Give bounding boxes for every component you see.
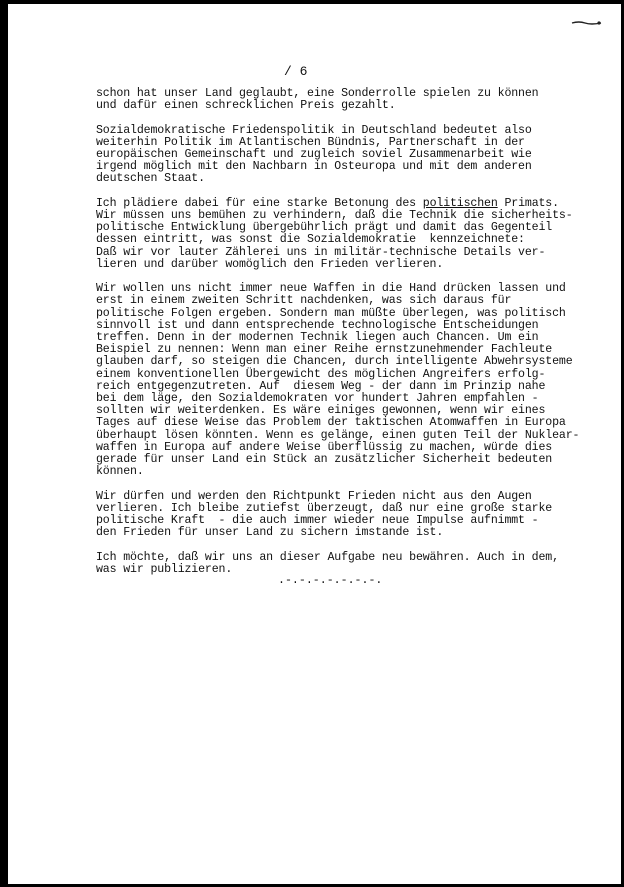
text-line: können. xyxy=(96,465,144,479)
text-line: treffen. Denn in der modernen Technik liegen auch Chancen. Um ein xyxy=(96,331,539,345)
text-line: erst in einem zweiten Schritt nachdenken, was sich daraus für xyxy=(96,294,512,308)
closing-separator: .-.-.-.-.-.-.-. xyxy=(278,574,383,587)
text-line: politische Folgen ergeben. Sondern man müßte überlegen, was politisch xyxy=(96,306,566,320)
body-text xyxy=(96,88,582,588)
text-line: politische Kraft - die auch immer wieder neue Impulse aufnimmt - xyxy=(96,514,539,528)
underlined-word: politischen xyxy=(422,196,498,210)
text-line: europäischen Gemeinschaft und zugleich soviel Zusammenarbeit wie xyxy=(96,148,532,161)
paragraph-6 xyxy=(96,552,582,576)
text-line: weiterhin Politik im Atlantischen Bündnis, Partnerschaft in der xyxy=(96,135,525,149)
text-line: irgend möglich mit den Nachbarn in Osteuropa und mit dem anderen xyxy=(96,160,532,174)
text-segment: Primats. xyxy=(497,196,559,210)
paragraph-1 xyxy=(96,88,582,112)
text-line: deutschen Staat. xyxy=(96,172,205,186)
page-number: / 6 xyxy=(284,64,308,79)
text-line: dessen eintritt, was sonst die Sozialdemokratie kennzeichnete: xyxy=(96,233,525,247)
text-line: verlieren. Ich bleibe zutiefst überzeugt, daß nur eine große starke xyxy=(96,501,553,515)
text-line: Wir wollen uns nicht immer neue Waffen in die Hand drücken lassen und xyxy=(96,282,566,296)
text-line: lieren und darüber womöglich den Frieden verlieren. xyxy=(96,257,444,271)
text-line: was wir publizieren. xyxy=(96,562,233,576)
text-line: politische Entwicklung übergebührlich prägt und damit das Gegenteil xyxy=(96,221,553,235)
text-line: Ich möchte, daß wir uns an dieser Aufgabe neu bewähren. Auch in dem, xyxy=(96,550,559,564)
text-line: Beispiel zu nennen: Wenn man einer Reihe ernstzunehmender Fachleute xyxy=(96,343,553,357)
text-line: Tages auf diese Weise das Problem der taktischen Atomwaffen in Europa xyxy=(96,416,566,430)
text-line: sinnvoll ist und dann entsprechende technologische Entscheidungen xyxy=(96,318,539,332)
paragraph-3 xyxy=(96,198,582,271)
text-line: einem konventionellen Übergewicht des möglichen Angreifers erfolg- xyxy=(96,367,546,381)
text-line: glauben darf, so steigen die Chancen, durch intelligente Abwehrsysteme xyxy=(96,355,573,369)
text-line: schon hat unser Land geglaubt, eine Sonderrolle spielen zu können xyxy=(96,87,539,100)
text-line: bei dem läge, den Sozialdemokraten vor hundert Jahren empfahlen - xyxy=(96,392,539,406)
text-line: und dafür einen schrecklichen Preis gezahlt. xyxy=(96,99,396,113)
text-line: den Frieden für unser Land zu sichern imstande ist. xyxy=(96,526,444,540)
text-line: reich entgegenzutreten. Auf diesem Weg - der dann im Prinzip nahe xyxy=(96,379,546,393)
text-line: waffen in Europa auf andere Weise überflüssig zu machen, würde dies xyxy=(96,440,553,454)
text-line: Daß wir vor lauter Zählerei uns in militär-technische Details ver- xyxy=(96,245,546,259)
text-line: überhaupt lösen könnten. Wenn es gelänge, einen guten Teil der Nuklear- xyxy=(96,428,580,442)
corner-scribble-mark xyxy=(571,20,603,26)
text-line: gerade für unser Land ein Stück an zusätzlicher Sicherheit bedeuten xyxy=(96,453,553,467)
text-line: sollten wir weiterdenken. Es wäre einiges gewonnen, wenn wir eines xyxy=(96,404,546,418)
text-line: Sozialdemokratische Friedenspolitik in Deutschland bedeutet also xyxy=(96,123,532,137)
paragraph-5 xyxy=(96,491,582,540)
paragraph-4 xyxy=(96,283,582,478)
text-segment: Ich plädiere dabei für eine starke Betonung des xyxy=(96,196,423,210)
paragraph-2 xyxy=(96,125,582,186)
text-line: Wir müssen uns bemühen zu verhindern, daß die Technik die sicherheits- xyxy=(96,209,573,222)
text-line: Wir dürfen und werden den Richtpunkt Frieden nicht aus den Augen xyxy=(96,489,532,503)
